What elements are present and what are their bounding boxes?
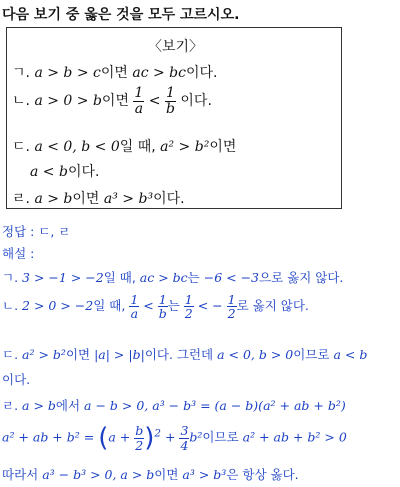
option-condition: a > 0 > b <box>34 93 102 110</box>
option-conclusion: a < b <box>30 164 68 180</box>
explanation-text: 이므로 <box>202 429 243 445</box>
option-d-line2 <box>30 161 99 181</box>
option-ending: 이다. <box>180 93 212 110</box>
option-conclusion: a³ > b³ <box>103 191 154 207</box>
explanation-math: a + <box>108 429 135 445</box>
option-ending: 이면 <box>209 139 237 155</box>
explanation-math: −6 < −3 <box>203 270 260 285</box>
option-conclusion: a² > b² <box>160 139 210 155</box>
fraction: $\frac{b}{2}$ <box>135 423 144 453</box>
explanation-marker: ㄱ. <box>2 270 19 285</box>
explanation-math: a < 0, b > 0 <box>217 347 294 362</box>
explanation-text: 로 옳지 않다. <box>236 298 309 314</box>
explanation-r <box>2 396 346 414</box>
exponent: 2 <box>154 427 162 440</box>
explanation-r-line2 <box>2 423 347 453</box>
option-connector: 일 때, <box>119 139 161 155</box>
explanation-math: a³ > b³ <box>182 467 227 482</box>
option-connector: 이면 <box>100 65 133 81</box>
fraction: $\frac{1}{a}$ <box>130 292 139 322</box>
option-connector: 이면 <box>72 191 104 207</box>
fraction: $\frac{1}{2}$ <box>227 292 236 322</box>
less-than-sign: < <box>148 93 161 110</box>
option-marker: ㄷ. <box>12 139 30 155</box>
fraction-one-over-a: $\frac{1}{a}$ <box>134 85 144 117</box>
explanation-math: ac > bc <box>139 270 188 285</box>
option-condition: a > b > c <box>34 65 101 81</box>
open-paren: ( <box>98 423 109 453</box>
explanation-label: 해설 : <box>2 246 35 261</box>
plus-sign: + <box>161 429 180 445</box>
explanation-math: a − b > 0, a³ − b³ = (a − b)(a² + ab + b²) <box>84 398 346 413</box>
option-ending: 이다. <box>185 65 218 81</box>
explanation-text: 일 때, <box>93 298 130 314</box>
explanation-marker: ㄹ. <box>2 398 19 413</box>
explanation-math: a < b <box>333 347 368 362</box>
less-than-minus-sign: < − <box>197 298 223 314</box>
option-g <box>12 62 217 82</box>
option-d <box>12 136 236 156</box>
explanation-text: 이다. 그런데 <box>144 347 218 362</box>
answer-value: ㄷ, ㄹ <box>38 224 71 239</box>
question-text: 다음 보기 중 옳은 것을 모두 고르시오. <box>2 7 240 23</box>
explanation-text: 이면 <box>65 347 95 362</box>
choices-box-title: 〈보기〉 <box>148 39 204 55</box>
explanation-math: b² <box>189 429 203 445</box>
explanation-math: 3 > −1 > −2 <box>22 270 104 285</box>
option-marker: ㄹ. <box>12 191 30 207</box>
fraction: $\frac{3}{4}$ <box>180 423 189 453</box>
explanation-text: 이면 <box>154 467 183 482</box>
explanation-text: 는 <box>167 298 184 314</box>
explanation-math: a³ − b³ > 0, a > b <box>42 467 155 482</box>
explanation-n <box>2 293 309 320</box>
explanation-math: 2 > 0 > −2 <box>22 298 94 314</box>
fraction: $\frac{1}{b}$ <box>158 292 167 322</box>
option-marker: ㄴ. <box>12 93 30 110</box>
fraction-one-over-b: $\frac{1}{b}$ <box>165 85 175 117</box>
less-than-sign: < <box>143 298 154 314</box>
explanation-text: 따라서 <box>2 467 43 482</box>
explanation-d-line2: 이다. <box>2 372 31 387</box>
close-paren: ) <box>144 423 155 453</box>
option-ending: 이다. <box>153 191 185 207</box>
option-r <box>12 188 185 208</box>
explanation-marker: ㄷ. <box>2 347 19 362</box>
option-ending: 이다. <box>67 164 100 180</box>
option-conclusion: ac > bc <box>132 65 186 81</box>
explanation-text: 은 항상 옳다. <box>226 467 299 482</box>
explanation-math: |a| > |b| <box>94 347 145 362</box>
explanation-text: 이므로 <box>293 347 334 362</box>
explanation-text: 일 때, <box>103 270 140 285</box>
explanation-d <box>2 345 367 363</box>
explanation-math: a² > b² <box>22 347 66 362</box>
option-connector: 이면 <box>101 93 134 110</box>
answer-label: 정답 : <box>2 224 39 239</box>
explanation-text: 는 <box>187 270 204 285</box>
explanation-g <box>2 268 343 286</box>
fraction: $\frac{1}{2}$ <box>184 292 193 322</box>
explanation-math: a² + ab + b² > 0 <box>242 429 347 445</box>
explanation-r-line3 <box>2 465 299 483</box>
explanation-math: a > b <box>22 398 56 413</box>
option-marker: ㄱ. <box>12 65 30 81</box>
explanation-text: 에서 <box>55 398 85 413</box>
explanation-marker: ㄴ. <box>2 298 19 314</box>
explanation-text: 으로 옳지 않다. <box>259 270 344 285</box>
option-condition: a < 0, b < 0 <box>34 139 120 155</box>
option-n <box>12 86 212 116</box>
option-condition: a > b <box>34 191 73 207</box>
explanation-math: a² + ab + b² = <box>2 429 99 445</box>
answer-line <box>2 222 70 240</box>
